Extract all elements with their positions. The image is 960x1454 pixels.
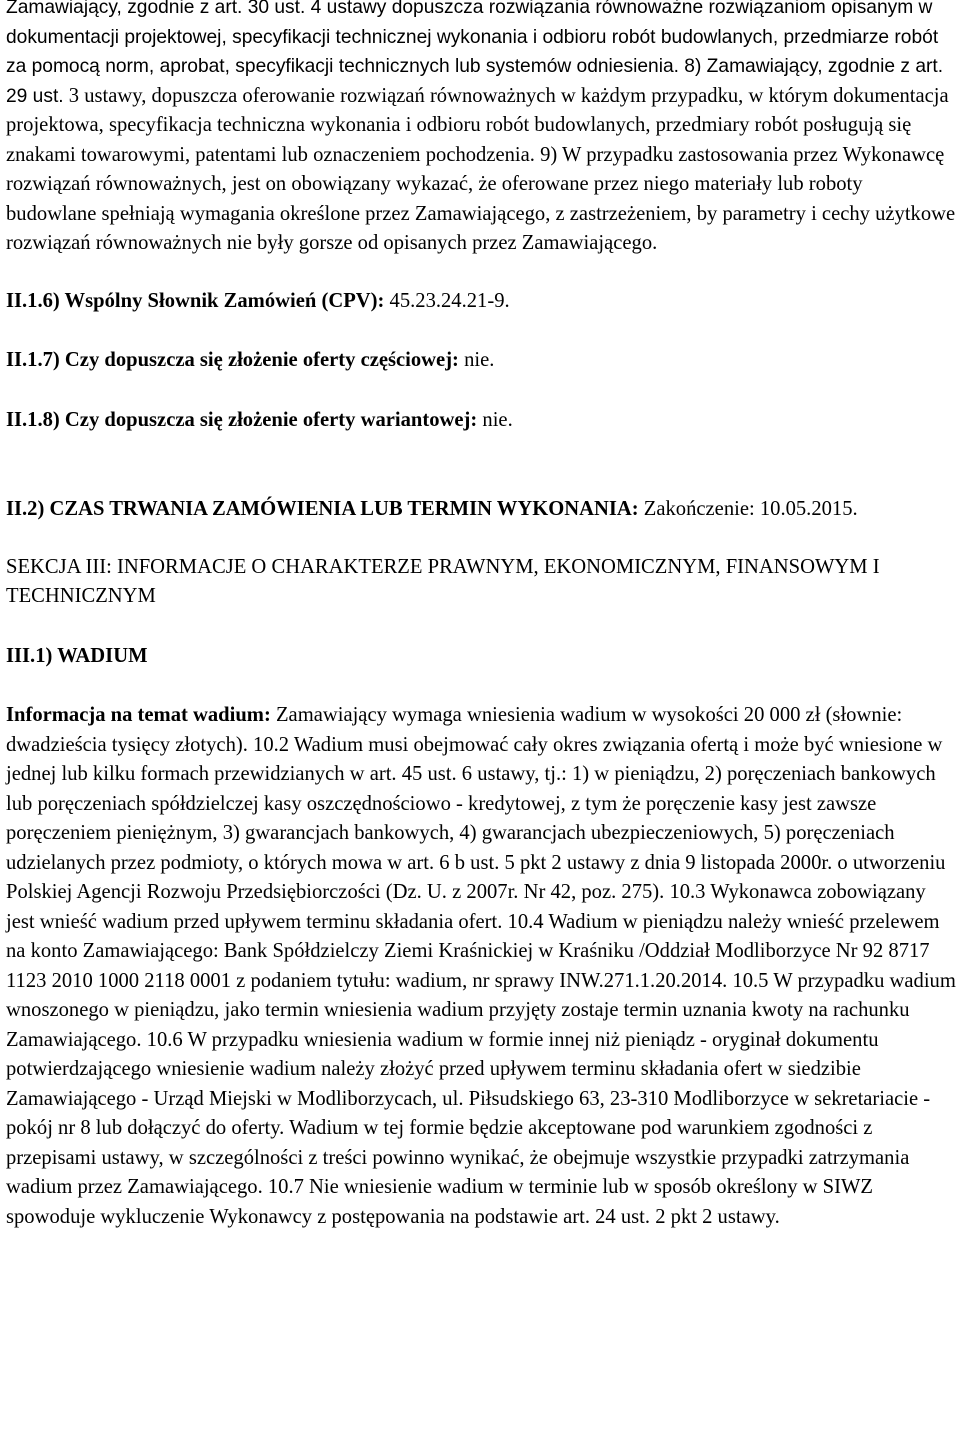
cpv-label: II.1.6) Wspólny Słownik Zamówień (CPV): (6, 289, 385, 312)
variant-offer-label: II.1.8) Czy dopuszcza się złożenie oferty wariantowej: (6, 408, 478, 431)
wadium-heading-text: III.1) WADIUM (6, 644, 148, 667)
partial-offer-label: II.1.7) Czy dopuszcza się złożenie oferty częściowej: (6, 349, 459, 371)
wadium-paragraph (6, 701, 958, 1232)
cpv-line (6, 287, 958, 317)
partial-offer-value: nie. (458, 349, 495, 371)
section3-title: SEKCJA III: INFORMACJE O CHARAKTERZE PRAWNYM, EKONOMICZNYM, FINANSOWYM I TECHNICZNYM (6, 555, 880, 607)
intro-serif-text: 3 ustawy, dopuszcza oferowanie rozwiązań równoważnych w każdym przypadku, w którym dokumentacja projektowa, specyfikacja techniczna wykonania i odbioru robót budowlanych, przedmiary robót posługują się znakami towarowymi, patentami lub oznaczeniem pochodzenia. 9) W przypadku zastosowania przez Wykonawcę rozwiązań równoważnych, jest on obowiązany wykazać, że oferowane przez niego materiały lub roboty budowlane spełniają wymagania określone przez Zamawiającego, z zastrzeżeniem, by parametry i cechy użytkowe rozwiązań równoważnych nie były gorsze od opisanych przez Zamawiającego. (6, 84, 956, 254)
intro-paragraph (6, 0, 958, 259)
intro-sans-text: Zamawiający, zgodnie z art. 30 ust. 4 ustawy dopuszcza rozwiązania równoważne rozwiązaniom opisanym w dokumentacji projektowej, specyfikacji technicznej wykonania i odbioru robót budowlanych, przedmiarze robót za pomocą norm, aprobat, specyfikacji technicznych lub systemów odniesienia. 8) Zamawiający, zgodnie z art. 29 ust. (6, 0, 944, 107)
variant-offer-line (6, 406, 958, 436)
wadium-heading (6, 642, 958, 672)
wadium-info-label: Informacja na temat wadium: (6, 704, 271, 726)
duration-label: II.2) CZAS TRWANIA ZAMÓWIENIA LUB TERMIN WYKONANIA: (6, 498, 639, 520)
duration-value: Zakończenie: 10.05.2015. (638, 498, 858, 520)
wadium-info-text: Zamawiający wymaga wniesienia wadium w wysokości 20 000 zł (słownie: dwadzieścia tysięcy złotych). 10.2 Wadium musi obejmować cały okres związania ofertą i może być wniesione w jednej lub kilku formach przewidzianych w art. 45 ust. 6 ustawy, tj.: 1) w pieniądzu, 2) poręczeniach bankowych lub poręczeniach spółdzielczej kasy oszczędnościowo - kredytowej, z tym że poręczenie kasy jest zawsze poręczeniem pieniężnym, 3) gwarancjach bankowych, 4) gwarancjach ubezpieczeniowych, 5) poręczeniach udzielanych przez podmioty, o których mowa w art. 6 b ust. 5 pkt 2 ustawy z dnia 9 listopada 2000r. o utworzeniu Polskiej Agencji Rozwoju Przedsiębiorczości (Dz. U. z 2007r. Nr 42, poz. 275). 10.3 Wykonawca zobowiązany jest wnieść wadium przed upływem terminu składania ofert. 10.4 Wadium w pieniądzu należy wnieść przelewem na konto Zamawiającego: Bank Spółdzielczy Ziemi Kraśnickiej w Kraśniku /Oddział Modliborzyce Nr 92 8717 1123 2010 1000 2118 0001 z podaniem tytułu: wadium, nr sprawy INW.271.1.20.2014. 10.5 W przypadku wadium wnoszonego w pieniądzu, jako termin wniesienia wadium przyjęty zostaje termin uznania kwoty na rachunku Zamawiającego. 10.6 W przypadku wniesienia wadium w formie innej niż pieniądz - oryginał dokumentu potwierdzającego wniesienie wadium należy złożyć przed upływem terminu składania ofert w siedzibie Zamawiającego - Urząd Miejski w Modliborzycach, ul. Piłsudskiego 63, 23-310 Modliborzyce w sekretariacie - pokój nr 8 lub dołączyć do oferty. Wadium w tej formie będzie akceptowane pod warunkiem zgodności z przepisami ustawy, w szczególności z treści powinno wynikać, że obejmuje wszystkie przypadki zatrzymania wadium przez Zamawiającego. 10.7 Nie wniesienie wadium w terminie lub w sposób określony w SIWZ spowoduje wykluczenie Wykonawcy z postępowania na podstawie art. 24 ust. 2 pkt 2 ustawy. (6, 704, 956, 1228)
duration-line (6, 495, 958, 525)
variant-offer-value: nie. (477, 408, 513, 431)
cpv-value: 45.23.24.21-9. (384, 289, 510, 312)
partial-offer-line (6, 346, 958, 376)
document-page (6, 0, 958, 1232)
